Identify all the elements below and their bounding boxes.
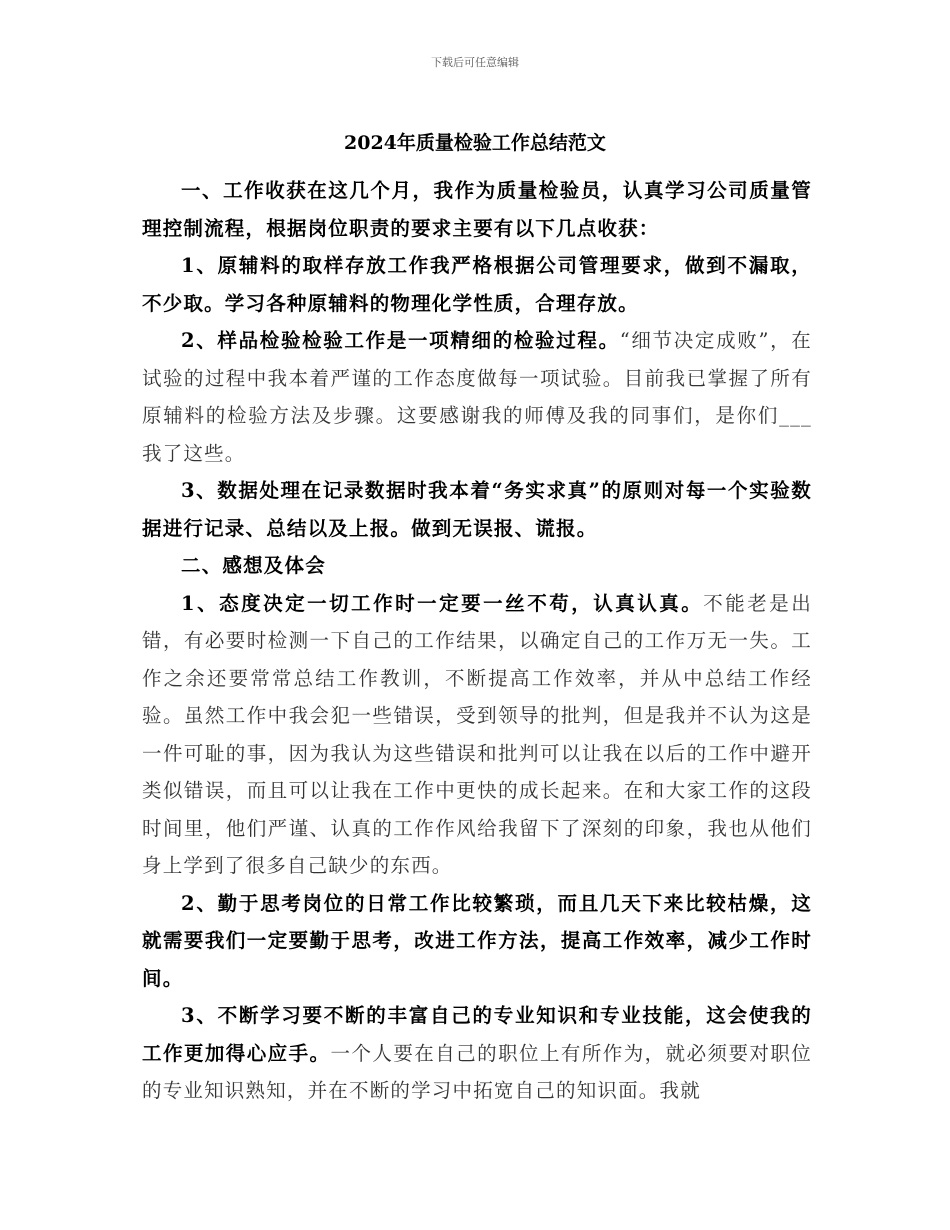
paragraph-bold-text: 3、不断学习要不断的丰富自己的专业知识和专业技能，这会使我的工作更加得心应手。 xyxy=(142,1004,812,1065)
paragraph xyxy=(142,172,812,247)
paragraph-bold-text: 1、态度决定一切工作时一定要一丝不苟，认真认真。 xyxy=(181,591,704,615)
paragraph-bold-text: 1、原辅料的取样存放工作我严格根据公司管理要求，做到不漏取，不少取。学习各种原辅料的物理化学性质，合理存放。 xyxy=(142,254,812,315)
paragraph-bold-text: 一、工作收获在这几个月，我作为质量检验员，认真学习公司质量管理控制流程，根据岗位职责的要求主要有以下几点收获： xyxy=(142,179,812,240)
paragraph-text: 不能老是出错，有必要时检测一下自己的工作结果，以确定自己的工作万无一失。工作之余还要常常总结工作教训，不断提高工作效率，并从中总结工作经验。虽然工作中我会犯一些错误，受到领导的批判，但是我并不认为这是一件可耻的事，因为我认为这些错误和批判可以让我在以后的工作中避开类似错误，而且可以让我在工作中更快的成长起来。在和大家工作的这段时间里，他们严谨、认真的工作作风给我留下了深刻的印象，我也从他们身上学到了很多自己缺少的东西。 xyxy=(142,591,812,877)
document-body xyxy=(142,172,812,1110)
paragraph xyxy=(142,322,812,472)
paragraph xyxy=(142,585,812,885)
section-heading xyxy=(142,547,812,585)
paragraph-bold-text: 二、感想及体会 xyxy=(181,554,326,577)
paragraph-text: “细节决定成败”，在试验的过程中我本着严谨的工作态度做每一项试验。目前我已掌握了所有原辅料的检验方法及步骤。这要感谢我的师傅及我的同事们，是你们___我了这些。 xyxy=(142,329,812,465)
paragraph xyxy=(142,997,812,1110)
header-note: 下载后可任意编辑 xyxy=(431,56,519,69)
paragraph xyxy=(142,885,812,998)
page-title: 2024年质量检验工作总结范文 xyxy=(344,132,606,154)
paragraph-bold-text: 2、勤于思考岗位的日常工作比较繁琐，而且几天下来比较枯燥，这就需要我们一定要勤于思考，改进工作方法，提高工作效率，减少工作时间。 xyxy=(142,891,812,990)
paragraph-text: 一个人要在自己的职位上有所作为，就必须要对职位的专业知识熟知，并在不断的学习中拓宽自己的知识面。我就 xyxy=(142,1041,812,1102)
paragraph xyxy=(142,472,812,547)
paragraph-bold-text: 3、数据处理在记录数据时我本着“务实求真”的原则对每一个实验数据进行记录、总结以及上报。做到无误报、谎报。 xyxy=(142,479,812,540)
paragraph xyxy=(142,247,812,322)
paragraph-bold-text: 2、样品检验检验工作是一项精细的检验过程。 xyxy=(181,329,620,352)
